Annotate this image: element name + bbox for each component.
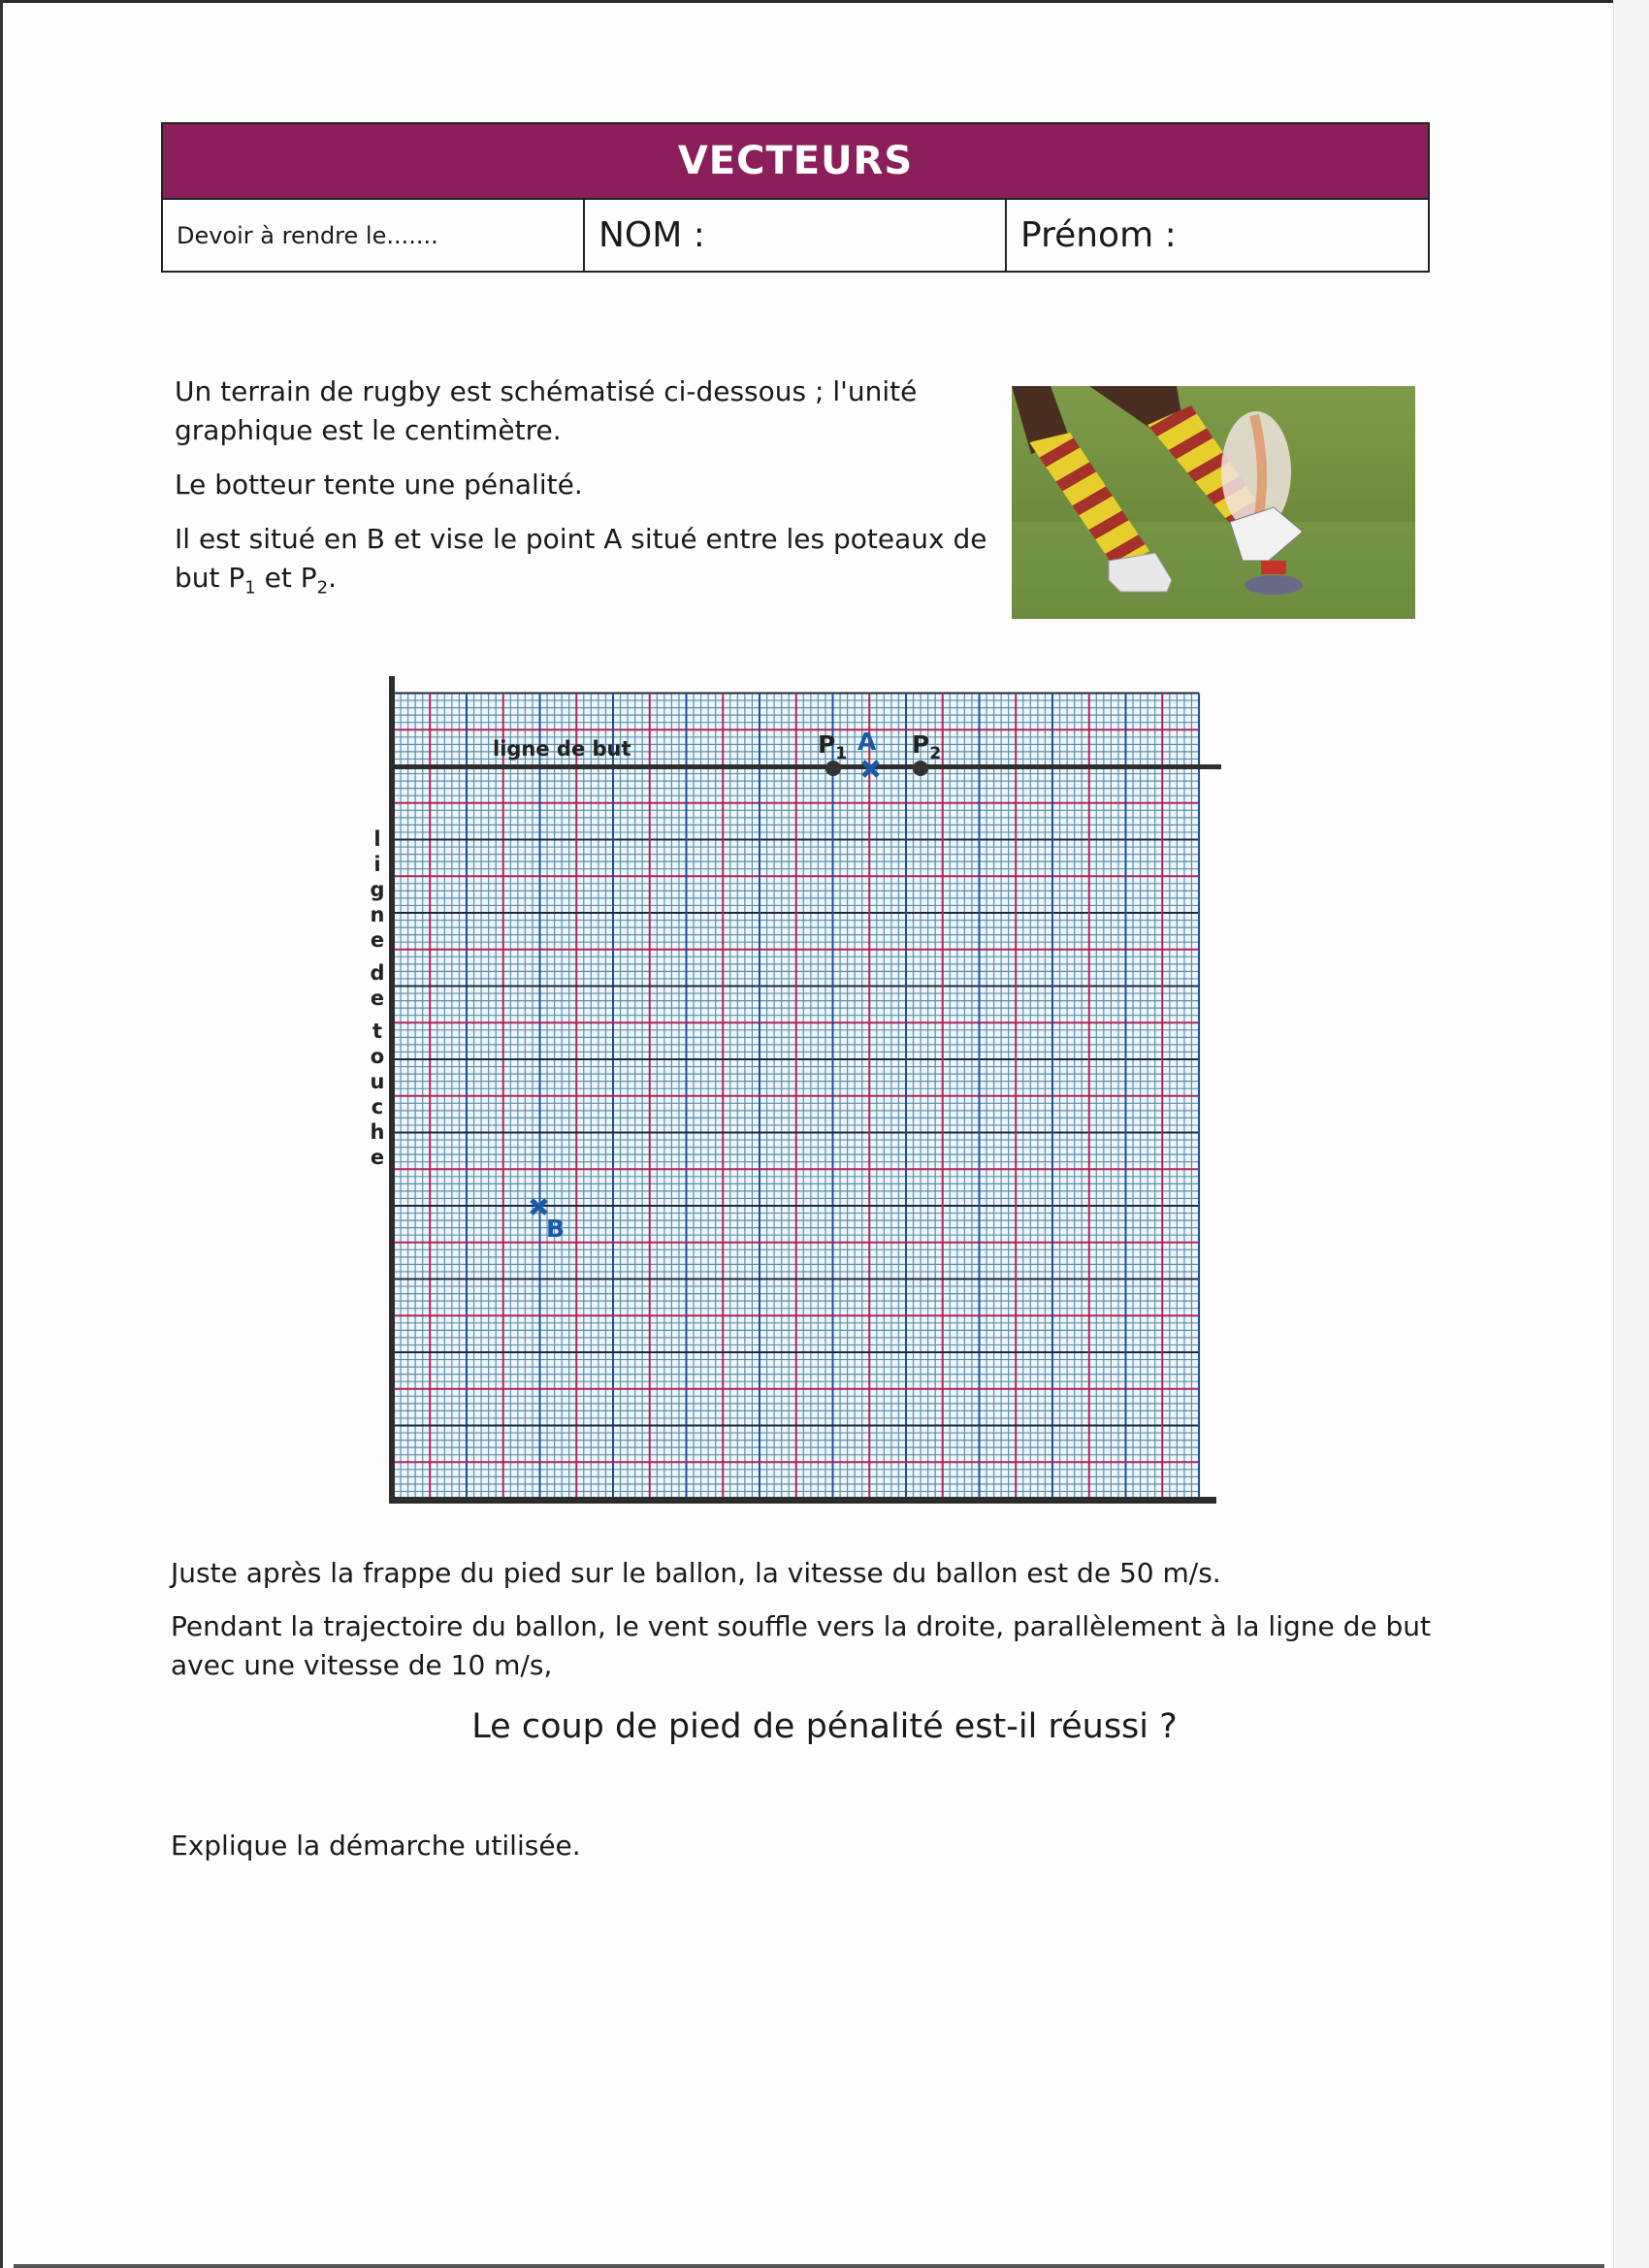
photo-illustration <box>1012 386 1415 619</box>
wind-text: Pendant la trajectoire du ballon, le vent souffle vers la droite, parallèlement à la ligne de but avec une vitesse de 10 m/s, <box>171 1610 1432 1681</box>
label-p2-letter: P <box>912 730 930 759</box>
bottom-axis <box>389 1497 1216 1504</box>
scan-edge-left <box>0 0 3 2268</box>
scan-edge-right <box>1613 0 1649 2268</box>
explain-instruction: Explique la démarche utilisée. <box>171 1830 581 1862</box>
worksheet-header <box>161 122 1430 273</box>
ball-speed-text: Juste après la frappe du pied sur le ballon, la vitesse du ballon est de 50 m/s. <box>171 1557 1221 1589</box>
label-p2 <box>912 730 941 763</box>
touch-line-letter: u <box>370 1070 385 1093</box>
intro-p3-mid: et P <box>255 562 317 594</box>
scan-edge-top <box>0 0 1613 3</box>
intro-p3-end: . <box>328 562 337 594</box>
touch-line-letter: i <box>373 853 381 876</box>
name-field: NOM : <box>585 200 1007 271</box>
intro-p3-text: Il est situé en B et vise le point A situé entre les poteaux de but P <box>175 523 987 594</box>
rugby-kicker-photo <box>1012 386 1415 619</box>
student-info-row <box>163 200 1428 271</box>
touch-line-letter: e <box>370 928 385 952</box>
touch-line-axis <box>389 676 395 1504</box>
label-p2-sub: 2 <box>929 744 942 763</box>
firstname-field: Prénom : <box>1020 215 1177 255</box>
label-p1-sub: 1 <box>835 744 848 763</box>
label-p1 <box>818 730 847 763</box>
goal-line-label: ligne de but <box>493 737 631 761</box>
touch-line-letter: g <box>370 878 385 901</box>
intro-text <box>175 373 1009 624</box>
touch-line-letter: d <box>370 961 385 985</box>
worksheet-title: VECTEURS <box>163 124 1428 200</box>
scan-edge-bottom <box>14 2264 1604 2268</box>
label-b: B <box>546 1215 566 1243</box>
goal-line <box>393 764 1221 769</box>
due-date-field: Devoir à rendre le....... <box>163 200 585 271</box>
p1-subscript: 1 <box>244 577 256 599</box>
label-p1-letter: P <box>818 730 836 759</box>
touch-line-letter: h <box>370 1120 385 1144</box>
touch-line-letter: n <box>370 903 385 926</box>
touch-line-letter: l <box>373 827 381 851</box>
touch-line-letter: e <box>370 987 385 1010</box>
touch-line-letter: o <box>370 1045 385 1068</box>
intro-paragraph-2: Le botteur tente une pénalité. <box>175 469 583 501</box>
kicking-tee <box>1261 561 1286 574</box>
intro-paragraph-1: Un terrain de rugby est schématisé ci-dessous ; l'unité graphique est le centimètre. <box>175 375 918 446</box>
p2-subscript: 2 <box>316 577 329 599</box>
label-a: A <box>857 728 877 756</box>
intro-paragraph-3 <box>175 520 1009 608</box>
touch-line-letter: e <box>370 1146 385 1169</box>
touch-line-letter: t <box>372 1020 383 1043</box>
main-question: Le coup de pied de pénalité est-il réussi ? <box>471 1707 1178 1746</box>
touch-line-label <box>367 826 388 1170</box>
touch-line-letter: c <box>371 1095 384 1118</box>
